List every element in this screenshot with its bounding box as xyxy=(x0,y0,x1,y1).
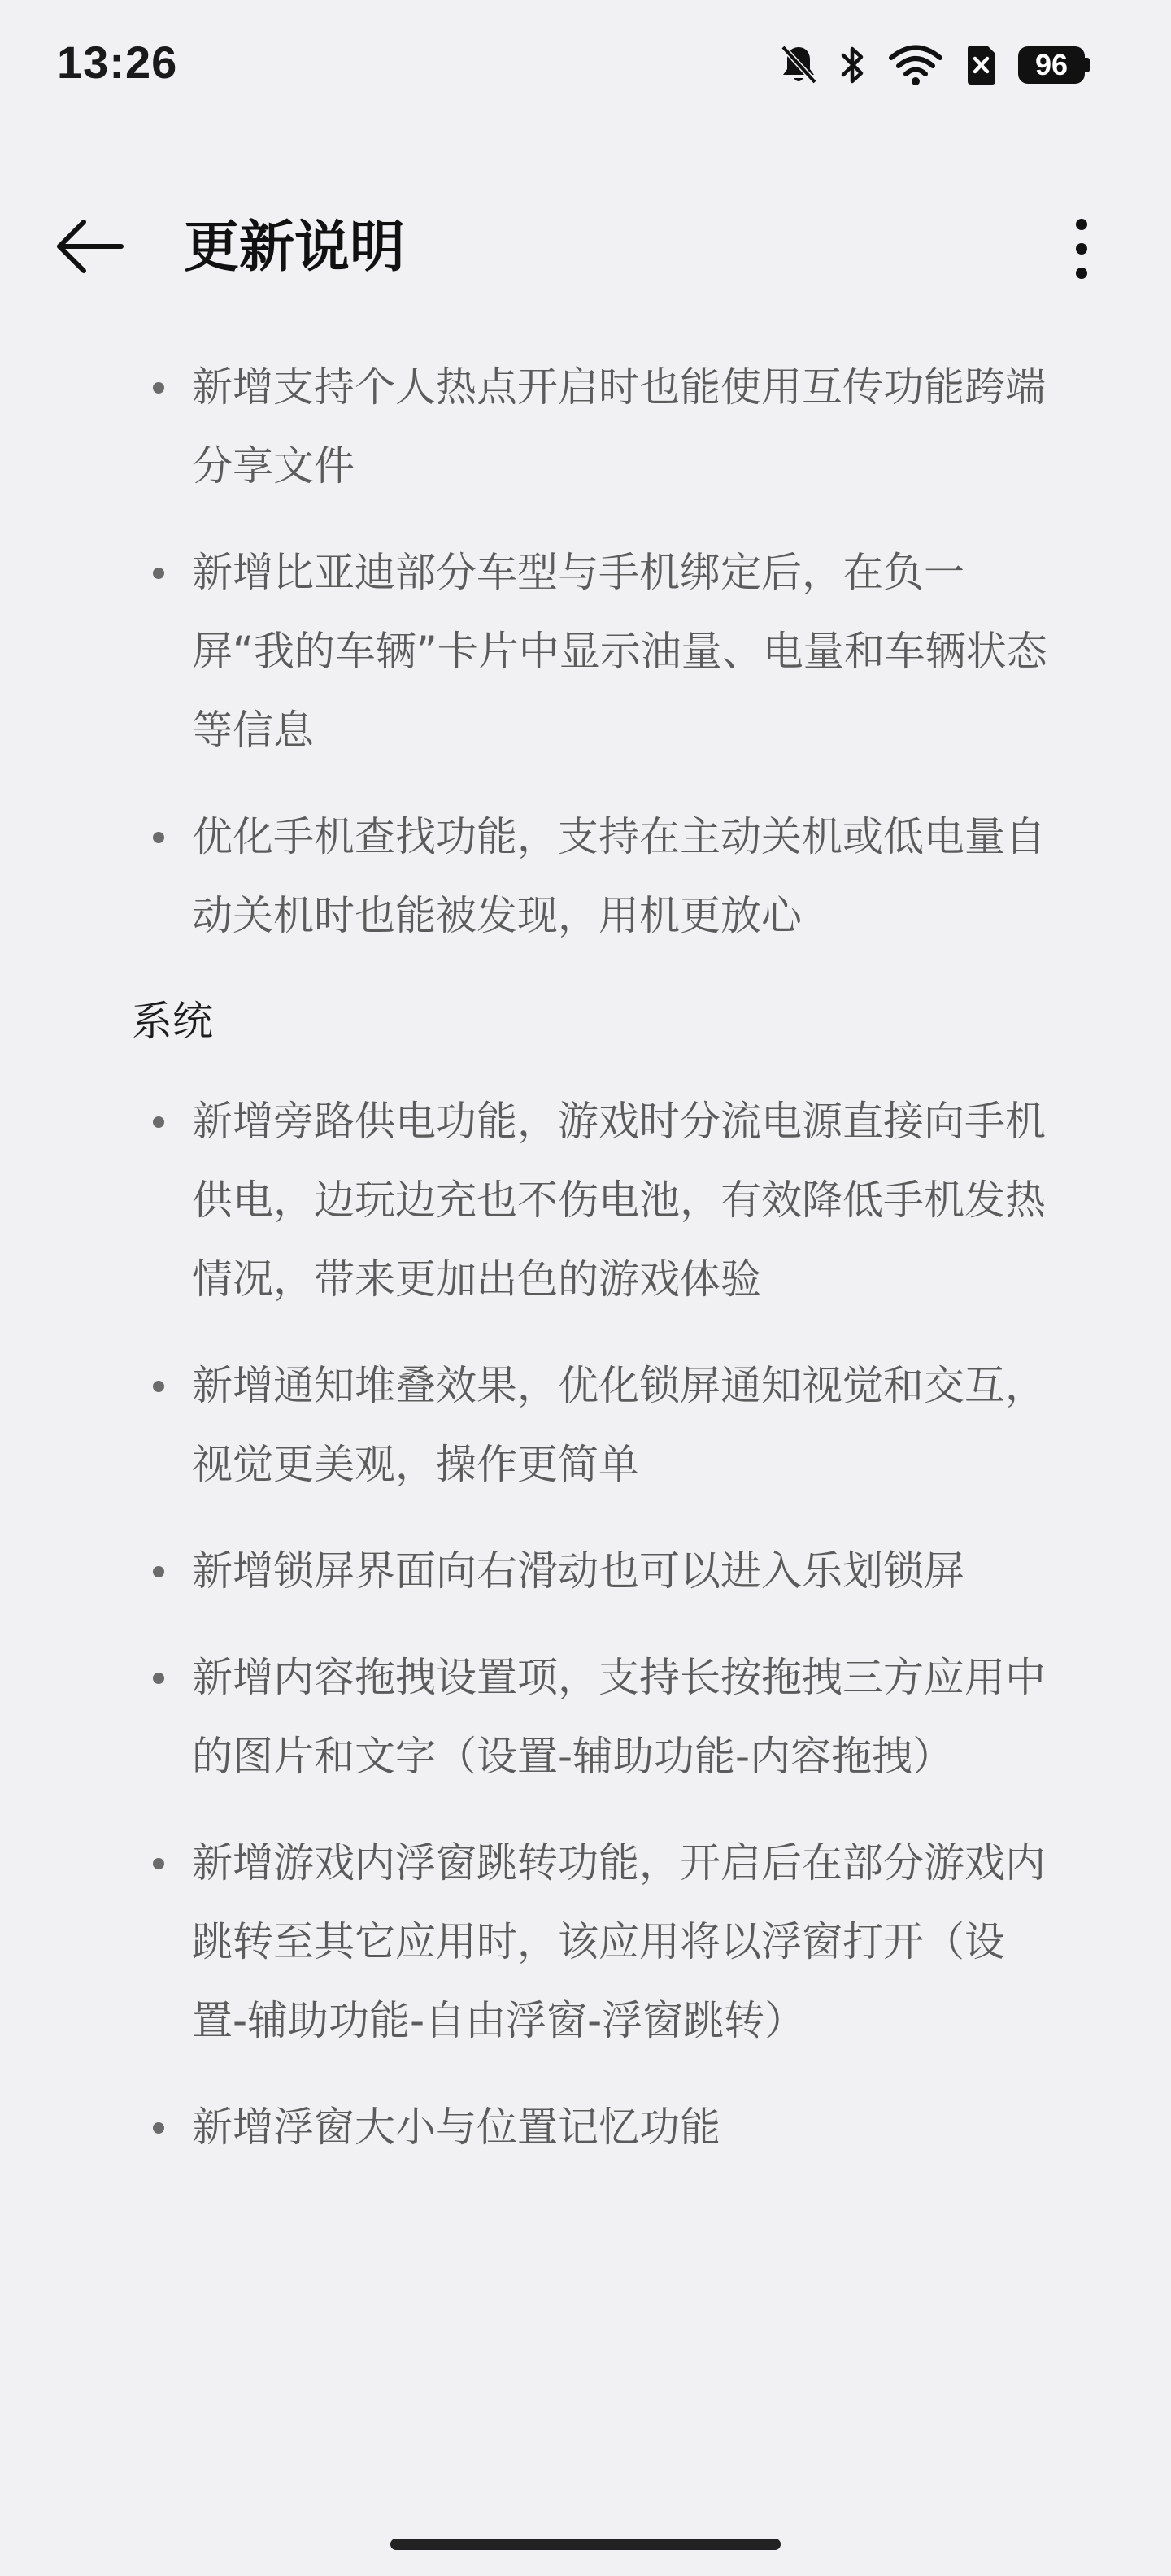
battery-tip xyxy=(1085,58,1090,72)
list-item xyxy=(0,1824,1171,2060)
list-item xyxy=(0,2088,1171,2167)
bullet xyxy=(153,1566,164,1577)
bullet xyxy=(153,1116,164,1128)
list-item xyxy=(0,798,1171,955)
list-item xyxy=(0,348,1171,506)
bullet xyxy=(153,1381,164,1392)
more-button[interactable] xyxy=(1049,208,1114,289)
list-item-text: 新增旁路供电功能，游戏时分流电源直接向手机供电，边玩边充也不伤电池，有效降低手机发热情况，带来更加出色的游戏体验 xyxy=(192,1098,1046,1303)
bullet xyxy=(153,1673,164,1684)
status-bar xyxy=(0,0,1171,130)
back-arrow-icon xyxy=(54,218,124,275)
bell-off-icon xyxy=(779,44,818,86)
list-item-text: 新增游戏内浮窗跳转功能，开启后在部分游戏内跳转至其它应用时，该应用将以浮窗打开（设置-辅助功能-自由浮窗-浮窗跳转） xyxy=(192,1839,1046,2044)
list-item-text: 新增比亚迪部分车型与手机绑定后，在负一屏“我的车辆”卡片中显示油量、电量和车辆状态等信息 xyxy=(192,549,1047,754)
battery-icon xyxy=(1018,46,1090,84)
bullet xyxy=(153,832,164,843)
bullet xyxy=(153,382,164,394)
bluetooth-icon xyxy=(839,44,867,86)
list-item-text: 新增支持个人热点开启时也能使用互传功能跨端分享文件 xyxy=(192,363,1046,490)
list-item xyxy=(0,1082,1171,1319)
sim-off-icon xyxy=(964,44,997,86)
list-item-text: 优化手机查找功能，支持在主动关机或低电量自动关机时也能被发现，用机更放心 xyxy=(192,813,1046,939)
page-title: 更新说明 xyxy=(184,215,406,280)
list-item-text: 新增浮窗大小与位置记忆功能 xyxy=(192,2104,720,2151)
home-indicator[interactable] xyxy=(390,2539,781,2550)
bullet xyxy=(153,2122,164,2134)
bullet xyxy=(153,1858,164,1869)
status-time: 13:26 xyxy=(57,37,178,88)
bullet xyxy=(153,568,164,579)
section-heading-system: 系统 xyxy=(132,998,213,1045)
app-bar xyxy=(0,187,1171,301)
list-item xyxy=(0,533,1171,770)
battery-level: 96 xyxy=(1018,46,1085,84)
list-item xyxy=(0,1347,1171,1504)
list-item xyxy=(0,1638,1171,1796)
more-vertical-icon xyxy=(1073,216,1090,281)
release-notes-content xyxy=(0,348,1171,2195)
list-item xyxy=(0,1532,1171,1611)
wifi-icon xyxy=(888,44,943,86)
list-item-text: 新增锁屏界面向右滑动也可以进入乐划锁屏 xyxy=(192,1547,964,1595)
list-item-text: 新增通知堆叠效果，优化锁屏通知视觉和交互，视觉更美观，操作更简单 xyxy=(192,1362,1046,1488)
list-item-text: 新增内容拖拽设置项，支持长按拖拽三方应用中的图片和文字（设置-辅助功能-内容拖拽） xyxy=(192,1654,1046,1780)
status-icons xyxy=(779,39,1090,91)
back-button[interactable] xyxy=(49,210,130,283)
